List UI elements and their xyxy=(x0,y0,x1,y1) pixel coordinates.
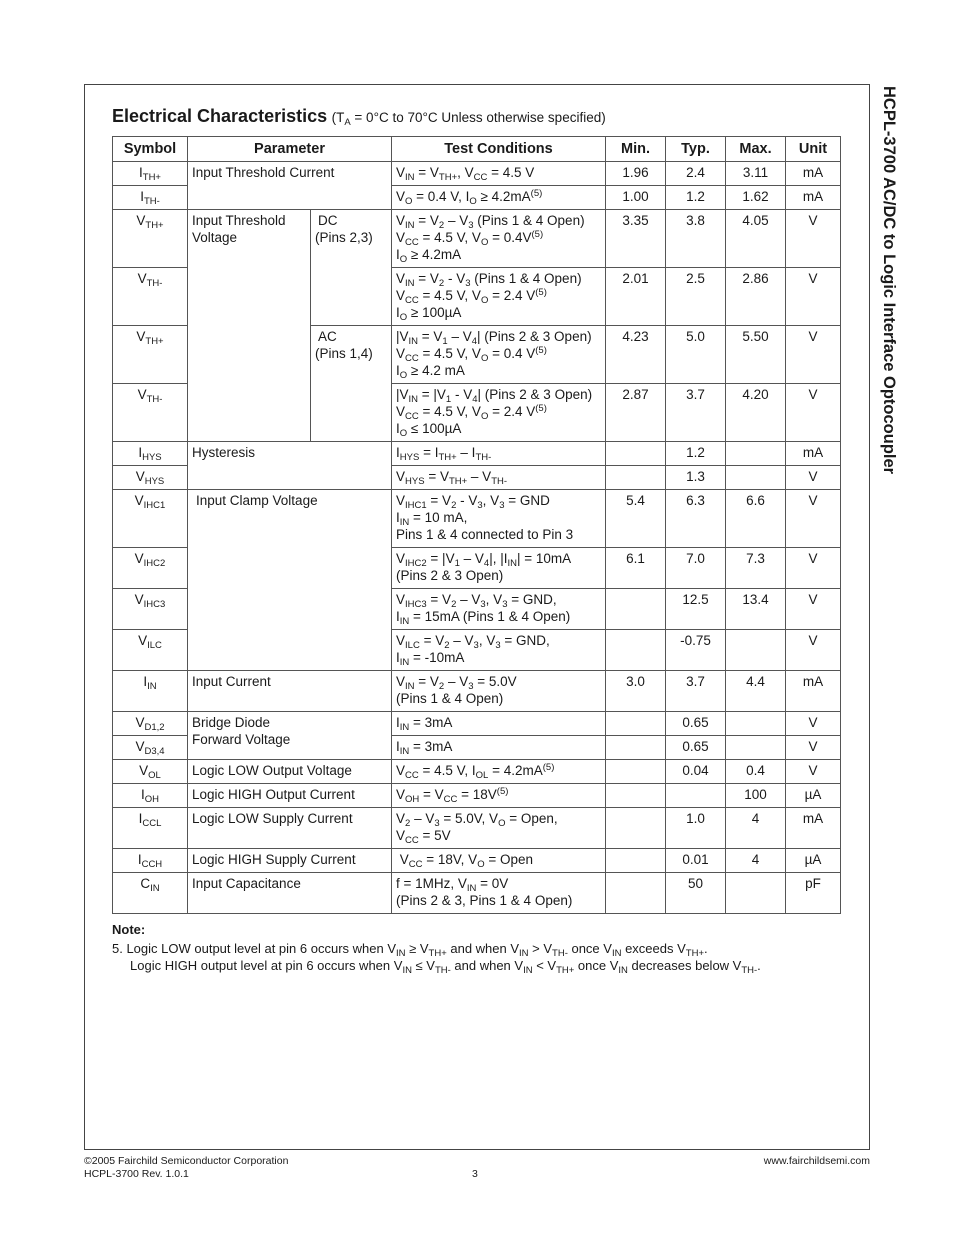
min-cell xyxy=(606,849,666,873)
max-cell xyxy=(726,712,786,736)
min-cell: 1.00 xyxy=(606,186,666,210)
min-cell: 4.23 xyxy=(606,326,666,384)
condition-cell: $V_{CC} = 4.5$ V, $I_{OL} = 4.2mA^{(5)}$ xyxy=(392,760,606,784)
symbol-cell: $V_{TH+}$ xyxy=(113,326,188,384)
condition-cell: $V_{IN} = V_2 - V_3$ (Pins 1 & 4 Open) $V_{CC} = 4.5$ V, $V_O = 0.4V^{(5)}$ $I_O \ge 4.2mA$ xyxy=(392,210,606,268)
header-parameter: Parameter xyxy=(188,137,392,162)
condition-cell: $|V_{IN} = |V_1 - V_4|$ (Pins 2 & 3 Open) $V_{CC} = 4.5$ V, $V_O = 2.4$ $V^{(5)}$ $I_O \le 100\mu A$ xyxy=(392,384,606,442)
side-title xyxy=(872,86,902,686)
condition-cell: f = 1MHz, $V_{IN} = 0V$ (Pins 2 & 3, Pins 1 & 4 Open) xyxy=(392,873,606,914)
condition-cell: $V_{IHC3} = V_2 - V_3$, $V_3$ = GND, $I_{IN} = 15mA$ (Pins 1 & 4 Open) xyxy=(392,589,606,630)
symbol-cell: $I_{TH-}$ xyxy=(113,186,188,210)
condition-cell: $I_{IN} = 3mA$ xyxy=(392,712,606,736)
typ-cell: 0.01 xyxy=(666,849,726,873)
typ-cell: 0.04 xyxy=(666,760,726,784)
typ-cell: 7.0 xyxy=(666,548,726,589)
max-cell xyxy=(726,736,786,760)
symbol-cell: $I_{TH+}$ xyxy=(113,162,188,186)
unit-cell: V xyxy=(786,490,841,548)
parameter-cell: Input Current xyxy=(188,671,392,712)
parameter-sub-cell: DC (Pins 2,3) xyxy=(311,210,392,326)
parameter-cell: Bridge Diode Forward Voltage xyxy=(188,712,392,760)
table-row xyxy=(113,162,841,186)
table-row xyxy=(113,671,841,712)
table-row xyxy=(113,442,841,466)
unit-cell: µA xyxy=(786,784,841,808)
symbol-cell: $V_{IHC1}$ xyxy=(113,490,188,548)
condition-cell: $V_{CC} = 18V$, $V_O$ = Open xyxy=(392,849,606,873)
parameter-cell: Logic HIGH Output Current xyxy=(188,784,392,808)
max-cell xyxy=(726,630,786,671)
typ-cell: 1.3 xyxy=(666,466,726,490)
symbol-cell: $V_{D3,4}$ xyxy=(113,736,188,760)
symbol-cell: $I_{CCH}$ xyxy=(113,849,188,873)
parameter-cell: Logic LOW Supply Current xyxy=(188,808,392,849)
unit-cell: pF xyxy=(786,873,841,914)
condition-cell: $V_{OH} = V_{CC} = 18V^{(5)}$ xyxy=(392,784,606,808)
condition-cell: $I_{HYS} = I_{TH+} - I_{TH-}$ xyxy=(392,442,606,466)
unit-cell: V xyxy=(786,712,841,736)
symbol-cell: $I_{OH}$ xyxy=(113,784,188,808)
max-cell: 4 xyxy=(726,849,786,873)
symbol-cell: $I_{IN}$ xyxy=(113,671,188,712)
min-cell xyxy=(606,873,666,914)
max-cell: 4 xyxy=(726,808,786,849)
symbol-cell: $C_{IN}$ xyxy=(113,873,188,914)
notes-section xyxy=(112,921,842,974)
max-cell: 6.6 xyxy=(726,490,786,548)
max-cell xyxy=(726,442,786,466)
min-cell xyxy=(606,466,666,490)
unit-cell: mA xyxy=(786,671,841,712)
section-condition: ($T_A = 0^\circ C$ to 70°C Unless otherwise specified) xyxy=(331,110,606,128)
symbol-cell: $V_{TH-}$ xyxy=(113,384,188,442)
symbol-cell: $I_{CCL}$ xyxy=(113,808,188,849)
typ-cell: 2.4 xyxy=(666,162,726,186)
symbol-cell: $V_{D1,2}$ xyxy=(113,712,188,736)
parameter-cell: Hysteresis xyxy=(188,442,392,490)
table-row xyxy=(113,808,841,849)
condition-cell: $V_{ILC} = V_2 - V_3$, $V_3$ = GND, $I_{IN} = -10mA$ xyxy=(392,630,606,671)
symbol-cell: $I_{HYS}$ xyxy=(113,442,188,466)
typ-cell: 3.7 xyxy=(666,384,726,442)
min-cell: 3.0 xyxy=(606,671,666,712)
note-5-line-2: Logic HIGH output level at pin 6 occurs when $V_{IN} \le V_{TH-}$ and when $V_{IN} < V_{TH+}$ once $V_{IN}$ decreases below $V_{TH-}$. xyxy=(130,958,761,976)
table-header-row xyxy=(113,137,841,162)
table-row xyxy=(113,784,841,808)
footer-page-number: 3 xyxy=(472,1168,478,1180)
typ-cell: 3.8 xyxy=(666,210,726,268)
typ-cell: 12.5 xyxy=(666,589,726,630)
typ-cell: 1.0 xyxy=(666,808,726,849)
min-cell: 5.4 xyxy=(606,490,666,548)
header-typ: Typ. xyxy=(666,137,726,162)
side-title-text: HCPL-3700 AC/DC to Logic Interface Optocoupler xyxy=(880,86,898,475)
unit-cell: V xyxy=(786,210,841,268)
min-cell: 6.1 xyxy=(606,548,666,589)
max-cell: 3.11 xyxy=(726,162,786,186)
table-row xyxy=(113,210,841,268)
min-cell: 2.87 xyxy=(606,384,666,442)
parameter-cell: Input Clamp Voltage xyxy=(188,490,392,671)
parameter-cell: Input Threshold Voltage xyxy=(188,210,311,442)
typ-cell: 3.7 xyxy=(666,671,726,712)
min-cell xyxy=(606,736,666,760)
unit-cell: mA xyxy=(786,808,841,849)
symbol-cell: $V_{OL}$ xyxy=(113,760,188,784)
condition-cell: $V_{IN} = V_2 - V_3 = 5.0V$ (Pins 1 & 4 Open) xyxy=(392,671,606,712)
typ-cell: 1.2 xyxy=(666,442,726,466)
parameter-cell: Logic HIGH Supply Current xyxy=(188,849,392,873)
max-cell: 0.4 xyxy=(726,760,786,784)
symbol-cell: $V_{HYS}$ xyxy=(113,466,188,490)
symbol-cell: $V_{IHC3}$ xyxy=(113,589,188,630)
electrical-characteristics-table xyxy=(112,136,841,914)
unit-cell: V xyxy=(786,760,841,784)
max-cell: 4.20 xyxy=(726,384,786,442)
symbol-cell: $V_{TH+}$ xyxy=(113,210,188,268)
parameter-cell: Input Capacitance xyxy=(188,873,392,914)
min-cell xyxy=(606,589,666,630)
condition-cell: $V_{IN} = V_2 - V_3$ (Pins 1 & 4 Open) $V_{CC} = 4.5$ V, $V_O = 2.4$ $V^{(5)}$ $I_O \ge 100\mu A$ xyxy=(392,268,606,326)
header-min: Min. xyxy=(606,137,666,162)
symbol-cell: $V_{IHC2}$ xyxy=(113,548,188,589)
unit-cell: V xyxy=(786,326,841,384)
condition-cell: $V_O = 0.4$ V, $I_O \ge 4.2mA^{(5)}$ xyxy=(392,186,606,210)
min-cell xyxy=(606,784,666,808)
typ-cell xyxy=(666,784,726,808)
min-cell: 3.35 xyxy=(606,210,666,268)
symbol-cell: $V_{TH-}$ xyxy=(113,268,188,326)
typ-cell: 2.5 xyxy=(666,268,726,326)
unit-cell: V xyxy=(786,589,841,630)
unit-cell: V xyxy=(786,736,841,760)
section-title: Electrical Characteristics xyxy=(112,106,328,126)
parameter-cell: Logic LOW Output Voltage xyxy=(188,760,392,784)
header-test-conditions: Test Conditions xyxy=(392,137,606,162)
max-cell: 4.4 xyxy=(726,671,786,712)
unit-cell: V xyxy=(786,630,841,671)
table-row xyxy=(113,490,841,548)
condition-cell: $V_{IN} = V_{TH+}$, $V_{CC} = 4.5$ V xyxy=(392,162,606,186)
max-cell: 100 xyxy=(726,784,786,808)
unit-cell: V xyxy=(786,466,841,490)
min-cell: 2.01 xyxy=(606,268,666,326)
unit-cell: mA xyxy=(786,442,841,466)
max-cell: 1.62 xyxy=(726,186,786,210)
condition-cell: $V_{IHC2} = |V_1 - V_4|$, $|I_{IN}| = 10mA$ (Pins 2 & 3 Open) xyxy=(392,548,606,589)
max-cell: 7.3 xyxy=(726,548,786,589)
typ-cell: 0.65 xyxy=(666,736,726,760)
header-unit: Unit xyxy=(786,137,841,162)
typ-cell: 0.65 xyxy=(666,712,726,736)
condition-cell: $I_{IN} = 3mA$ xyxy=(392,736,606,760)
min-cell xyxy=(606,442,666,466)
unit-cell: V xyxy=(786,384,841,442)
unit-cell: mA xyxy=(786,186,841,210)
table-row xyxy=(113,849,841,873)
max-cell xyxy=(726,873,786,914)
footer-url[interactable]: www.fairchildsemi.com xyxy=(763,1155,870,1167)
header-symbol: Symbol xyxy=(113,137,188,162)
typ-cell: 6.3 xyxy=(666,490,726,548)
unit-cell: V xyxy=(786,548,841,589)
typ-cell: 1.2 xyxy=(666,186,726,210)
min-cell xyxy=(606,630,666,671)
condition-cell: $V_{IHC1} = V_2 - V_3$, $V_3$ = GND $I_{IN} = 10$ mA, Pins 1 & 4 connected to Pin 3 xyxy=(392,490,606,548)
note-5-line-1: 5. Logic LOW output level at pin 6 occurs when $V_{IN} \ge V_{TH+}$ and when $V_{IN} > V_{TH-}$ once $V_{IN}$ exceeds $V_{TH+}$. xyxy=(112,941,708,959)
unit-cell: mA xyxy=(786,162,841,186)
min-cell xyxy=(606,712,666,736)
max-cell: 2.86 xyxy=(726,268,786,326)
min-cell xyxy=(606,808,666,849)
max-cell: 4.05 xyxy=(726,210,786,268)
typ-cell: -0.75 xyxy=(666,630,726,671)
header-max: Max. xyxy=(726,137,786,162)
table-row xyxy=(113,712,841,736)
parameter-cell: Input Threshold Current xyxy=(188,162,392,210)
condition-cell: $|V_{IN} = V_1 - V_4|$ (Pins 2 & 3 Open) $V_{CC} = 4.5$ V, $V_O = 0.4$ $V^{(5)}$ $I_O \ge 4.2$ mA xyxy=(392,326,606,384)
min-cell: 1.96 xyxy=(606,162,666,186)
table-row xyxy=(113,873,841,914)
max-cell: 5.50 xyxy=(726,326,786,384)
max-cell: 13.4 xyxy=(726,589,786,630)
unit-cell: V xyxy=(786,268,841,326)
condition-cell: $V_{HYS} = V_{TH+} - V_{TH-}$ xyxy=(392,466,606,490)
min-cell xyxy=(606,760,666,784)
symbol-cell: $V_{ILC}$ xyxy=(113,630,188,671)
condition-cell: $V_2 - V_3 = 5.0V$, $V_O$ = Open, $V_{CC} = 5V$ xyxy=(392,808,606,849)
typ-cell: 50 xyxy=(666,873,726,914)
footer-left xyxy=(84,1155,288,1181)
unit-cell: µA xyxy=(786,849,841,873)
footer-copyright: ©2005 Fairchild Semiconductor Corporation xyxy=(84,1155,289,1167)
table-row xyxy=(113,760,841,784)
parameter-sub-cell: AC (Pins 1,4) xyxy=(311,326,392,442)
note-title: Note: xyxy=(112,922,146,937)
footer-revision: HCPL-3700 Rev. 1.0.1 xyxy=(84,1168,189,1180)
section-heading xyxy=(112,106,606,127)
max-cell xyxy=(726,466,786,490)
typ-cell: 5.0 xyxy=(666,326,726,384)
